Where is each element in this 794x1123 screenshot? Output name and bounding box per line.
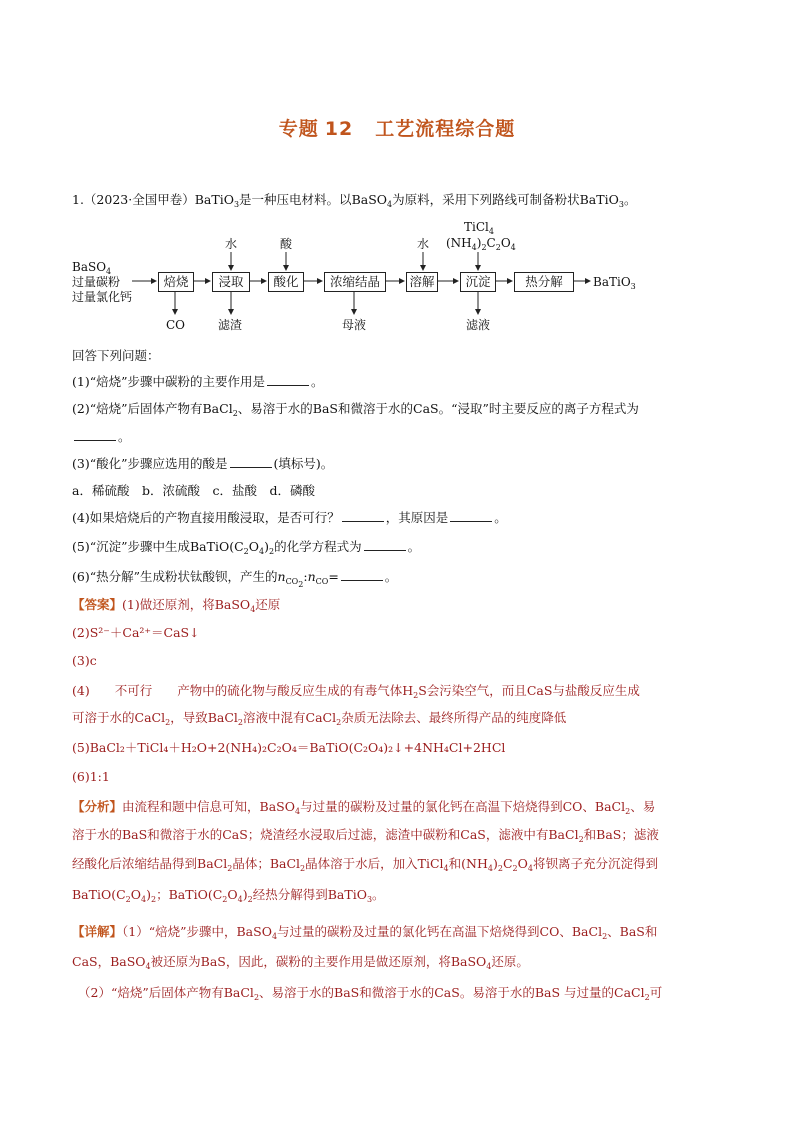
analysis-line-4: $BaTiO(C_2O_4)_2$；$BaTiO(C_2O_4)_2$经热分解得到BaTiO$_3$。 [72,887,385,904]
analysis-tag: 【分析】 [72,799,123,814]
question-2-blank: 。 [72,427,131,447]
question-6: (6)“热分解”生成粉状钛酸钡，产生的$n_{CO_2}:n_{CO}=$ 。 [72,569,398,589]
step-thermal-decomposition: 热分解 [514,272,574,292]
answer-1: 【答案】(1)做还原剂，将BaSO$_4$还原 [72,597,281,614]
output-filtrate: 滤液 [466,318,491,332]
step-acidify: 酸化 [268,272,304,292]
answer-4-cont: 可溶于水的CaCl$_2$，导致BaCl$_2$溶液中混有CaCl$_2$杂质无法除去、最终所得产品的纯度降低 [72,710,567,727]
step-roasting: 焙烧 [158,272,194,292]
output-filter-residue: 滤渣 [218,318,243,332]
step-leaching: 浸取 [212,272,250,292]
answer-2: (2)S²⁻＋Ca²⁺＝CaS↓ [72,625,200,640]
feed-calcium-chloride: 过量氯化钙 [72,290,133,304]
analysis-line-3: 经酸化后浓缩结晶得到BaCl$_2$晶体；BaCl$_2$晶体溶于水后，加入TiCl$_4$和$(NH_4)_2C_2O_4$将钡离子充分沉淀得到 [72,856,658,873]
input-water-2: 水 [417,237,430,251]
answer-blank [230,454,272,468]
answer-6: (6)1:1 [72,769,110,784]
step-dissolve: 溶解 [406,272,438,292]
detail-tag: 【详解】 [72,924,123,939]
question-1: (1)“焙烧”步骤中碳粉的主要作用是 。 [72,374,324,389]
process-flow-diagram [70,218,690,338]
answer-3: (3)c [72,653,97,668]
answer-4: (4) 不可行 产物中的硫化物与酸反应生成的有毒气体$H_2S$会污染空气，而且CaS与盐酸反应生成 [72,683,640,700]
question-3: (3)“酸化”步骤应选用的酸是 (填标号)。 [72,456,334,471]
question-intro: 1.（2023·全国甲卷）BaTiO$_3$是一种压电材料。以BaSO$_4$为原料，采用下列路线可制备粉状BaTiO$_3$。 [72,192,637,209]
analysis-line-1: 【分析】由流程和题中信息可知，BaSO$_4$与过量的碳粉及过量的氯化钙在高温下焙烧得到CO、BaCl$_2$、易 [72,799,656,816]
page-title [0,114,794,141]
answer-5: (5)BaCl₂＋TiCl₄＋H₂O+2(NH₄)₂C₂O₄＝BaTiO(C₂O₄)₂↓+4NH₄Cl+2HCl [72,740,506,755]
input-acid: 酸 [280,237,293,251]
title-number: 12 [324,118,354,140]
prompt: 回答下列问题： [72,348,160,363]
question-3-options: a．稀硫酸 b．浓硫酸 c．盐酸 d．磷酸 [72,483,315,498]
step-concentrate-crystallize: 浓缩结晶 [324,272,386,292]
title-name: 工艺流程综合题 [375,118,516,140]
answer-blank [74,427,116,441]
feed-baso4: BaSO$_4$ [72,260,112,276]
detail-line-1: 【详解】（1）“焙烧”步骤中，BaSO$_4$与过量的碳粉及过量的氯化钙在高温下焙烧得到CO、BaCl$_2$、BaS和 [72,924,658,941]
answer-tag: 【答案】 [72,597,123,612]
input-ammonium-oxalate: $(NH_4)_2C_2O_4$ [446,236,516,252]
product-batio3: BaTiO$_3$ [593,275,636,291]
question-5: (5)“沉淀”步骤中生成$BaTiO(C_2O_4)_2$的化学方程式为 。 [72,539,421,556]
input-water-1: 水 [225,237,238,251]
detail-line-3: （2）“焙烧”后固体产物有BaCl$_2$、易溶于水的BaS和微溶于水的CaS。易溶于水的BaS 与过量的CaCl$_2$可 [78,985,663,1002]
analysis-line-2: 溶于水的BaS和微溶于水的CaS；烧渣经水浸取后过滤，滤渣中碳粉和CaS，滤液中有BaCl$_2$和BaS；滤液 [72,827,659,844]
title-prefix: 专题 [278,118,319,140]
answer-blank [267,372,309,386]
output-mother-liquor: 母液 [342,318,367,332]
answer-blank [341,567,383,581]
answer-blank [364,537,406,551]
answer-blank [450,508,492,522]
feed-carbon: 过量碳粉 [72,275,121,289]
output-co: CO [166,318,186,332]
answer-blank [342,508,384,522]
detail-line-2: CaS，BaSO$_4$被还原为BaS，因此，碳粉的主要作用是做还原剂，将BaSO$_4$还原。 [72,954,529,971]
question-4: (4)如果焙烧后的产物直接用酸浸取，是否可行？ ，其原因是 。 [72,510,507,525]
input-ticl4: TiCl$_4$ [464,220,494,236]
step-precipitate: 沉淀 [460,272,496,292]
question-2: (2)“焙烧”后固体产物有BaCl$_2$、易溶于水的BaS和微溶于水的CaS。“浸取”时主要反应的离子方程式为 [72,401,639,418]
